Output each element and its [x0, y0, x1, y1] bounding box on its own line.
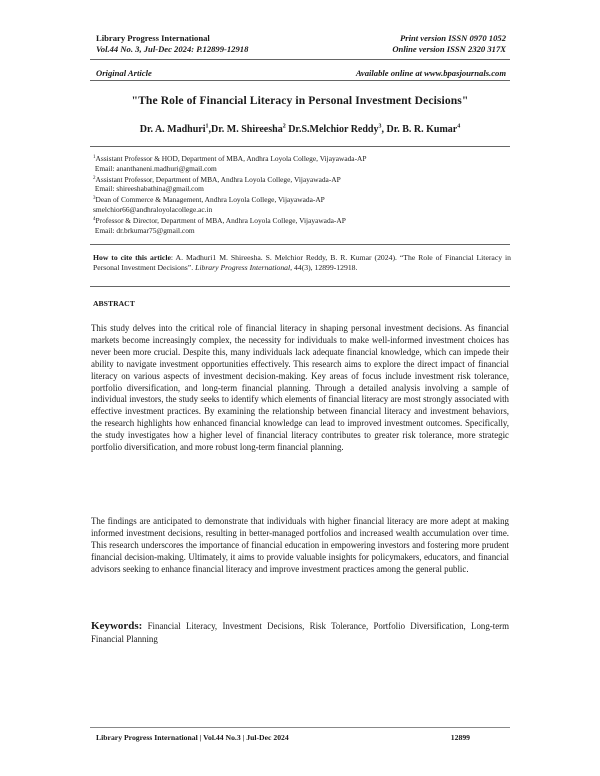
citation-journal: Library Progress International	[195, 263, 291, 273]
affiliation-1-email: Email: ananthaneni.madhuri@gmail.com	[94, 163, 217, 173]
available-online: Available online at www.bpasjournals.com	[355, 68, 506, 78]
journal-name: Library Progress International	[96, 33, 210, 43]
affiliation-2: $^2$Assistant Professor, Department of MBA, Andhra Loyola College, Vijayawada-AP	[93, 174, 341, 184]
citation: How to cite this article: A. Madhuri1 M. Shireesha. S. Melchior Reddy, B. R. Kumar (2024). “The Role of Financial Literacy in Personal Investment Decisions”. Library Progress International, 44(3), 12899-12918.	[93, 253, 511, 273]
article-type: Original Article	[96, 68, 152, 78]
online-issn: Online version ISSN 2320 317X	[392, 44, 506, 54]
citation-label: How to cite this article	[93, 253, 171, 262]
paper-title: "The Role of Financial Literacy in Personal Investment Decisions"	[131, 94, 469, 107]
affiliation-2-email: Email: shireeshabathina@gmail.com	[94, 184, 204, 194]
affiliations-rule-top	[90, 146, 510, 147]
header-rule-top	[90, 59, 510, 60]
keywords-label: Keywords:	[91, 620, 143, 632]
volume-line: Vol.44 No. 3, Jul-Dec 2024: P.12899-12918	[96, 44, 249, 54]
abstract-rule	[90, 286, 510, 287]
footer-journal: Library Progress International | Vol.44 No.3 | Jul-Dec 2024	[96, 733, 289, 742]
affiliation-3-email: smelchior66@andhraloyolacollege.ac.in	[93, 204, 213, 214]
header-rule-bottom	[90, 80, 510, 81]
author-3: Dr.S.Melchior Reddy$^3$,	[288, 124, 387, 136]
affiliations	[93, 153, 513, 235]
abstract-paragraph-2: The findings are anticipated to demonstrate that individuals with higher financial literacy are more adept at making informed investment decisions, resulting in better-managed portfolios and increased wealth accumulation over time. This research underscores the importance of financial education in empowering investors and fostering more prudent financial decision-making. Ultimately, it aims to provide valuable insights for policymakers, educators, and financial advisors seeking to enhance financial literacy and improve investment practices among the general public.	[91, 516, 509, 574]
affiliation-3: $^3$Dean of Commerce & Management, Andhra Loyola College, Vijayawada-AP	[93, 195, 325, 205]
author-1: Dr. A. Madhuri$^1$,	[139, 124, 212, 136]
author-4: Dr. B. R. Kumar$^4$	[386, 124, 461, 136]
print-issn: Print version ISSN 0970 1052	[399, 33, 506, 43]
author-list	[60, 124, 540, 135]
affiliation-4: $^4$Professor & Director, Department of MBA, Andhra Loyola College, Vijayawada-AP	[93, 215, 346, 225]
footer-rule	[90, 727, 510, 728]
abstract-paragraph-1: This study delves into the critical role of financial literacy in shaping personal investment decisions. As financial markets become increasingly complex, the necessity for individuals to make well-informed investment choices has never been more crucial. Despite this, many individuals lack adequate financial knowledge, which can impede their ability to navigate investment opportunities effectively. This research aims to explore the direct impact of financial literacy on various aspects of investment decision-making. Key areas of focus include investment risk tolerance, portfolio diversification, and long-term financial planning. Through a detailed analysis involving a sample of individual investors, the study seeks to identify which elements of financial literacy are most strongly associated with effective investment practices. By examining the relationship between financial literacy and investment behaviors, the research highlights how enhanced financial knowledge can lead to improved investment outcomes. Specifically, the study investigates how a higher level of financial literacy contributes to greater risk tolerance, more strategic portfolio diversification, and more robust long-term financial planning.	[91, 323, 509, 453]
keywords-text: Financial Literacy, Investment Decisions, Risk Tolerance, Portfolio Diversification, Long-term Financial Planning	[91, 621, 509, 644]
affiliation-4-email: Email: dr.brkumar75@gmail.com	[94, 225, 195, 235]
affiliations-rule-bottom	[90, 244, 510, 245]
author-2: Dr. M. Shireesha$^2$	[211, 124, 286, 136]
keywords	[91, 620, 509, 646]
abstract-heading: ABSTRACT	[93, 299, 135, 308]
page-number: 12899	[450, 733, 470, 742]
affiliation-1: $^1$Assistant Professor & HOD, Department of MBA, Andhra Loyola College, Vijayawada-AP	[93, 154, 367, 163]
